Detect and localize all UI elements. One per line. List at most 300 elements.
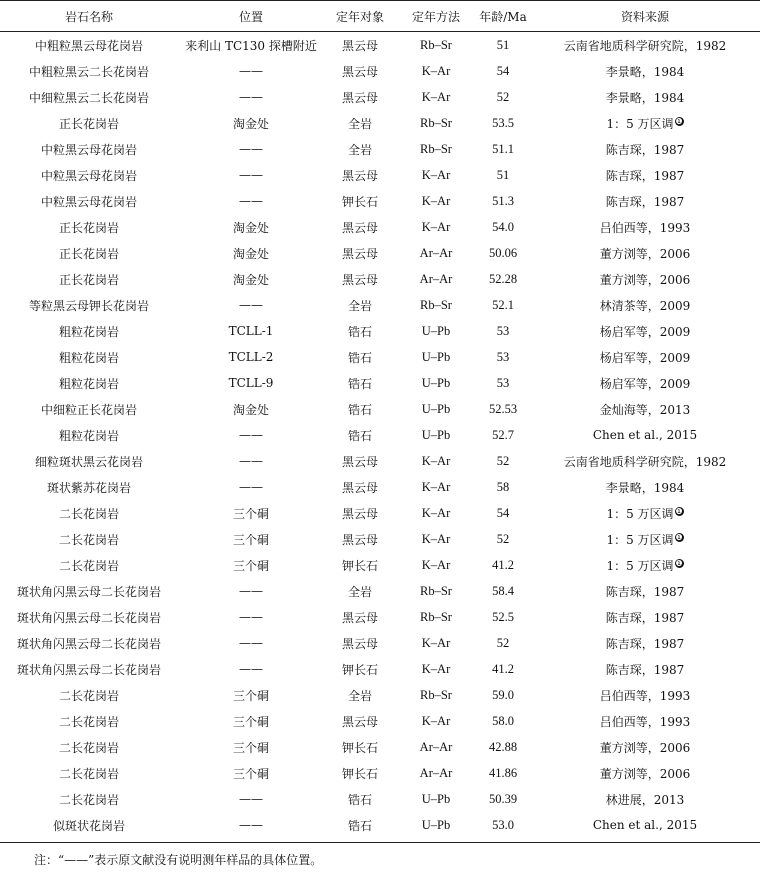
table-row	[0, 682, 760, 708]
cell-rock-name-text: 粗粒花岗岩	[58, 350, 119, 365]
cell-rock-name	[0, 245, 178, 262]
cell-source	[530, 271, 760, 288]
cell-source-text: 吕伯西等，1993	[599, 220, 691, 235]
table-footnote: 注：“——”表示原文献没有说明测年样品的具体位置。	[34, 853, 323, 867]
cell-age	[476, 818, 530, 833]
cell-source-text: 杨启军等，2009	[599, 350, 691, 365]
cell-source	[530, 661, 760, 678]
cell-location	[178, 271, 324, 288]
cell-dating-method-text: Rb–Sr	[420, 609, 452, 624]
cell-source	[530, 791, 760, 808]
cell-location-text: 三个硐	[232, 506, 269, 521]
cell-location	[178, 505, 324, 522]
cell-age	[476, 64, 530, 79]
cell-location	[178, 245, 324, 262]
cell-dating-object	[324, 141, 396, 158]
cell-source-text: Chen et al., 2015	[592, 428, 698, 442]
cell-location	[178, 115, 324, 132]
cell-dating-method-text: Ar–Ar	[419, 245, 453, 260]
cell-rock-name-text: 二长花岗岩	[58, 792, 119, 807]
cell-dating-object	[324, 323, 396, 340]
cell-age	[476, 90, 530, 105]
cell-rock-name	[0, 505, 178, 522]
cell-location	[178, 610, 324, 624]
cell-dating-method	[396, 168, 476, 183]
cell-age-text: 50.06	[488, 245, 518, 260]
cell-source	[530, 765, 760, 782]
cell-dating-object-text: 全岩	[347, 142, 372, 157]
cell-dating-method	[396, 480, 476, 495]
cell-dating-method-text: Rb–Sr	[420, 37, 452, 52]
cell-dating-method	[396, 662, 476, 677]
cell-rock-name-text: 等粒黑云母钾长花岗岩	[28, 298, 149, 313]
cell-dating-object-text: 黑云母	[341, 272, 378, 287]
cell-source	[530, 635, 760, 652]
cell-rock-name	[0, 609, 178, 626]
table-row	[0, 474, 760, 500]
cell-dating-method-text: Ar–Ar	[419, 765, 453, 780]
cell-dating-method-text: U–Pb	[421, 817, 451, 832]
cell-dating-object-text: 黑云母	[341, 64, 378, 79]
cell-dating-object-text: 锆石	[347, 376, 372, 391]
cell-age	[476, 792, 530, 807]
cell-dating-method	[396, 38, 476, 53]
cell-source	[530, 167, 760, 184]
cell-rock-name-text: 中细粒正长花岗岩	[40, 402, 137, 417]
cell-age-text: 52	[496, 89, 510, 104]
cell-dating-object-text: 全岩	[347, 298, 372, 313]
cell-rock-name-text: 中粒黑云母花岗岩	[40, 168, 137, 183]
cell-location-text: ——	[239, 142, 263, 156]
cell-location	[178, 219, 324, 236]
cell-source-text: 陈吉琛，1987	[605, 168, 685, 183]
cell-dating-object-text: 全岩	[347, 688, 372, 703]
cell-rock-name	[0, 687, 178, 704]
cell-dating-object-text: 黑云母	[341, 480, 378, 495]
table-bottom-rule	[0, 842, 760, 843]
cell-dating-object	[324, 557, 396, 574]
cell-dating-method-text: Ar–Ar	[419, 271, 453, 286]
cell-rock-name	[0, 297, 178, 314]
cell-dating-method-text: U–Pb	[421, 375, 451, 390]
cell-dating-method-text: U–Pb	[421, 427, 451, 442]
cell-dating-object-text: 黑云母	[341, 532, 378, 547]
cell-age-text: 41.2	[492, 661, 514, 676]
table-row	[0, 422, 760, 448]
table-row	[0, 162, 760, 188]
cell-rock-name-text: 粗粒花岗岩	[58, 428, 119, 443]
cell-location-text: 淘金处	[232, 246, 269, 261]
cell-dating-object	[324, 219, 396, 236]
cell-age-text: 59.0	[492, 687, 514, 702]
cell-location-text: ——	[239, 194, 263, 208]
cell-dating-method	[396, 220, 476, 235]
cell-dating-object	[324, 37, 396, 54]
cell-dating-object-text: 锆石	[347, 324, 372, 339]
cell-age-text: 53	[496, 375, 510, 390]
cell-dating-method	[396, 740, 476, 755]
cell-dating-method	[396, 350, 476, 365]
cell-dating-method	[396, 246, 476, 261]
cell-age-text: 58.0	[492, 713, 514, 728]
cell-dating-method	[396, 428, 476, 443]
cell-location	[178, 168, 324, 182]
cell-rock-name	[0, 661, 178, 678]
cell-dating-method	[396, 766, 476, 781]
cell-rock-name-text: 正长花岗岩	[58, 272, 119, 287]
cell-source-text: 陈吉琛，1987	[605, 194, 685, 209]
table-row	[0, 630, 760, 656]
cell-rock-name-text: 斑状紫苏花岗岩	[46, 480, 131, 495]
cell-location-text: 三个硐	[232, 688, 269, 703]
cell-rock-name-text: 正长花岗岩	[58, 116, 119, 131]
cell-rock-name	[0, 219, 178, 236]
cell-source-text: 1：5 万区调	[606, 532, 674, 547]
header-location: 位置	[238, 9, 263, 24]
cell-source-text: 1：5 万区调	[606, 116, 674, 131]
cell-location-text: ——	[239, 64, 263, 78]
table-row	[0, 58, 760, 84]
table-body	[0, 32, 760, 838]
cell-dating-object	[324, 635, 396, 652]
cell-source-text: 李景略，1984	[605, 480, 685, 495]
table-row	[0, 344, 760, 370]
cell-source	[530, 479, 760, 496]
cell-dating-object-text: 黑云母	[341, 220, 378, 235]
cell-dating-method	[396, 324, 476, 339]
cell-dating-method-text: U–Pb	[421, 791, 451, 806]
table-row	[0, 214, 760, 240]
cell-age-text: 52.5	[492, 609, 514, 624]
table-row	[0, 266, 760, 292]
cell-source	[530, 428, 760, 442]
cell-rock-name	[0, 141, 178, 158]
cell-dating-object-text: 全岩	[347, 584, 372, 599]
cell-source-text: 云南省地质科学研究院，1982	[563, 454, 727, 469]
cell-rock-name	[0, 37, 178, 54]
cell-source	[530, 739, 760, 756]
cell-rock-name-text: 粗粒花岗岩	[58, 324, 119, 339]
cell-rock-name	[0, 167, 178, 184]
cell-location-text: ——	[239, 480, 263, 494]
cell-dating-object-text: 黑云母	[341, 90, 378, 105]
cell-dating-method	[396, 818, 476, 833]
cell-location	[178, 194, 324, 208]
cell-age-text: 52.28	[488, 271, 518, 286]
cell-dating-object	[324, 375, 396, 392]
cell-location	[178, 90, 324, 104]
cell-age	[476, 454, 530, 469]
cell-age-text: 41.86	[488, 765, 518, 780]
cell-dating-method	[396, 142, 476, 157]
cell-location	[178, 37, 324, 54]
cell-dating-object-text: 锆石	[347, 792, 372, 807]
cell-location-text: ——	[239, 818, 263, 832]
cell-age	[476, 142, 530, 157]
cell-dating-method-text: K–Ar	[421, 713, 451, 728]
cell-dating-method-text: Rb–Sr	[420, 297, 452, 312]
cell-rock-name-text: 二长花岗岩	[58, 532, 119, 547]
cell-dating-object-text: 黑云母	[341, 38, 378, 53]
cell-dating-object-text: 锆石	[347, 350, 372, 365]
cell-source	[530, 89, 760, 106]
table-row	[0, 708, 760, 734]
cell-dating-method	[396, 532, 476, 547]
cell-dating-method-text: K–Ar	[421, 557, 451, 572]
table-row	[0, 396, 760, 422]
cell-age-text: 41.2	[492, 557, 514, 572]
table-row	[0, 188, 760, 214]
cell-location-text: ——	[239, 428, 263, 442]
cell-rock-name	[0, 115, 178, 132]
cell-source	[530, 401, 760, 418]
cell-dating-method-text: Rb–Sr	[420, 687, 452, 702]
table-row	[0, 318, 760, 344]
cell-dating-method	[396, 506, 476, 521]
cell-age	[476, 532, 530, 547]
cell-dating-object	[324, 245, 396, 262]
cell-source	[530, 453, 760, 470]
cell-age-text: 53	[496, 323, 510, 338]
cell-dating-method	[396, 116, 476, 131]
cell-dating-method	[396, 272, 476, 287]
cell-dating-object	[324, 583, 396, 600]
cell-dating-object	[324, 115, 396, 132]
cell-rock-name-text: 斑状角闪黑云母二长花岗岩	[16, 636, 161, 651]
table-header	[0, 0, 760, 32]
cell-age-text: 53.5	[492, 115, 514, 130]
cell-dating-object	[324, 63, 396, 80]
cell-dating-method-text: K–Ar	[421, 531, 451, 546]
cell-age	[476, 506, 530, 521]
cell-rock-name	[0, 453, 178, 470]
cell-age-text: 52	[496, 531, 510, 546]
table-row	[0, 812, 760, 838]
cell-location-text: 三个硐	[232, 532, 269, 547]
cell-dating-object-text: 黑云母	[341, 714, 378, 729]
cell-rock-name-text: 二长花岗岩	[58, 688, 119, 703]
cell-dating-method	[396, 194, 476, 209]
cell-location-text: 三个硐	[232, 766, 269, 781]
cell-age-text: 51	[496, 37, 510, 52]
cell-dating-object	[324, 531, 396, 548]
cell-location	[178, 662, 324, 676]
cell-dating-object	[324, 453, 396, 470]
table-row	[0, 578, 760, 604]
cell-dating-method-text: K–Ar	[421, 661, 451, 676]
cell-dating-method	[396, 714, 476, 729]
cell-age-text: 50.39	[488, 791, 518, 806]
cell-dating-method-text: K–Ar	[421, 63, 451, 78]
cell-rock-name	[0, 193, 178, 210]
cell-age-text: 51.1	[492, 141, 514, 156]
table-row	[0, 500, 760, 526]
cell-source-text: 陈吉琛，1987	[605, 662, 685, 677]
cell-rock-name	[0, 271, 178, 288]
cell-rock-name-text: 二长花岗岩	[58, 714, 119, 729]
cell-rock-name-text: 中粒黑云母花岗岩	[40, 194, 137, 209]
cell-dating-method-text: K–Ar	[421, 219, 451, 234]
cell-age	[476, 116, 530, 131]
header-age: 年龄/Ma	[479, 9, 527, 24]
cell-age	[476, 428, 530, 443]
cell-age	[476, 740, 530, 755]
cell-dating-method	[396, 688, 476, 703]
cell-source	[530, 531, 760, 548]
cell-dating-object-text: 锆石	[347, 402, 372, 417]
cell-rock-name-text: 斑状角闪黑云母二长花岗岩	[16, 584, 161, 599]
cell-source-text: 董方浏等，2006	[599, 246, 691, 261]
cell-rock-name-text: 中粒黑云母花岗岩	[40, 142, 137, 157]
cell-source-text: 吕伯西等，1993	[599, 688, 691, 703]
cell-source-text: 杨启军等，2009	[599, 324, 691, 339]
table-row	[0, 552, 760, 578]
cell-source	[530, 687, 760, 704]
cell-source-text: 李景略，1984	[605, 90, 685, 105]
cell-location-text: ——	[239, 584, 263, 598]
cell-location	[178, 428, 324, 442]
cell-age	[476, 558, 530, 573]
cell-location-text: ——	[239, 90, 263, 104]
cell-location-text: TCLL-1	[228, 324, 274, 338]
cell-dating-method-text: K–Ar	[421, 453, 451, 468]
cell-dating-method-text: K–Ar	[421, 479, 451, 494]
cell-dating-object	[324, 817, 396, 834]
cell-dating-object	[324, 349, 396, 366]
cell-source	[530, 375, 760, 392]
cell-rock-name	[0, 375, 178, 392]
cell-age	[476, 246, 530, 261]
cell-source	[530, 141, 760, 158]
cell-dating-method	[396, 90, 476, 105]
table-row	[0, 734, 760, 760]
cell-dating-object-text: 黑云母	[341, 246, 378, 261]
cell-dating-method	[396, 402, 476, 417]
cell-age	[476, 298, 530, 313]
cell-location-text: TCLL-2	[228, 350, 274, 364]
cell-dating-object-text: 钾长石	[341, 662, 378, 677]
cell-rock-name	[0, 401, 178, 418]
cell-age	[476, 662, 530, 677]
cell-rock-name-text: 粗粒花岗岩	[58, 376, 119, 391]
cell-location-text: 淘金处	[232, 116, 269, 131]
cell-age	[476, 714, 530, 729]
cell-age	[476, 272, 530, 287]
cell-age-text: 52.1	[492, 297, 514, 312]
cell-age-text: 52.7	[492, 427, 514, 442]
cell-source	[530, 115, 760, 132]
cell-source-text: 陈吉琛，1987	[605, 610, 685, 625]
cell-dating-method	[396, 610, 476, 625]
cell-age	[476, 220, 530, 235]
cell-age	[476, 350, 530, 365]
cell-source-text: 董方浏等，2006	[599, 272, 691, 287]
cell-dating-object	[324, 271, 396, 288]
cell-rock-name-text: 细粒斑状黑云花岗岩	[34, 454, 143, 469]
cell-location-text: ——	[239, 168, 263, 182]
cell-dating-object	[324, 713, 396, 730]
cell-age	[476, 324, 530, 339]
cell-dating-method-text: K–Ar	[421, 89, 451, 104]
cell-rock-name	[0, 557, 178, 574]
cell-source	[530, 245, 760, 262]
table-row	[0, 136, 760, 162]
cell-age-text: 51	[496, 167, 510, 182]
cell-rock-name-text: 正长花岗岩	[58, 246, 119, 261]
cell-source-text: 陈吉琛，1987	[605, 142, 685, 157]
cell-location	[178, 531, 324, 548]
header-dating-object: 定年对象	[335, 9, 384, 24]
cell-source-text: 林进展，2013	[605, 792, 685, 807]
table-row	[0, 292, 760, 318]
cell-dating-method	[396, 64, 476, 79]
cell-dating-object-text: 锆石	[347, 818, 372, 833]
cell-age-text: 54	[496, 63, 510, 78]
table-row	[0, 84, 760, 110]
cell-age	[476, 38, 530, 53]
cell-dating-object	[324, 193, 396, 210]
cell-dating-object	[324, 167, 396, 184]
cell-age	[476, 168, 530, 183]
table-row	[0, 448, 760, 474]
cell-location	[178, 350, 324, 364]
cell-source	[530, 349, 760, 366]
cell-age-text: 52	[496, 453, 510, 468]
header-source: 资料来源	[620, 9, 669, 24]
cell-source	[530, 583, 760, 600]
cell-age-text: 42.88	[488, 739, 518, 754]
cell-source	[530, 818, 760, 832]
cell-rock-name-text: 似斑状花岗岩	[52, 818, 125, 833]
footnote-marker: ❶	[675, 506, 683, 516]
cell-dating-object	[324, 791, 396, 808]
cell-location	[178, 324, 324, 338]
cell-dating-method-text: U–Pb	[421, 323, 451, 338]
cell-dating-object	[324, 297, 396, 314]
cell-location-text: 三个硐	[232, 740, 269, 755]
table-row	[0, 240, 760, 266]
cell-location-text: 淘金处	[232, 220, 269, 235]
footnote-marker: ❶	[675, 116, 683, 126]
cell-rock-name-text: 二长花岗岩	[58, 558, 119, 573]
cell-location-text: ——	[239, 662, 263, 676]
cell-rock-name-text: 二长花岗岩	[58, 740, 119, 755]
cell-source-text: 金灿海等，2013	[599, 402, 691, 417]
cell-source	[530, 193, 760, 210]
cell-age-text: 52	[496, 635, 510, 650]
cell-source-text: 陈吉琛，1987	[605, 584, 685, 599]
cell-location	[178, 298, 324, 312]
cell-rock-name	[0, 63, 178, 80]
footnote-marker: ❶	[675, 532, 683, 542]
cell-location	[178, 480, 324, 494]
cell-age-text: 51.3	[492, 193, 514, 208]
cell-location-text: 来利山 TC130 探槽附近	[185, 38, 317, 53]
cell-location-text: ——	[239, 610, 263, 624]
cell-source	[530, 219, 760, 236]
cell-dating-method	[396, 636, 476, 651]
header-rock-name: 岩石名称	[64, 9, 113, 24]
cell-location-text: ——	[239, 792, 263, 806]
cell-location-text: 三个硐	[232, 558, 269, 573]
cell-rock-name	[0, 531, 178, 548]
cell-dating-method	[396, 298, 476, 313]
cell-age	[476, 402, 530, 417]
cell-dating-object	[324, 427, 396, 444]
cell-age	[476, 610, 530, 625]
cell-rock-name	[0, 583, 178, 600]
cell-dating-object	[324, 479, 396, 496]
